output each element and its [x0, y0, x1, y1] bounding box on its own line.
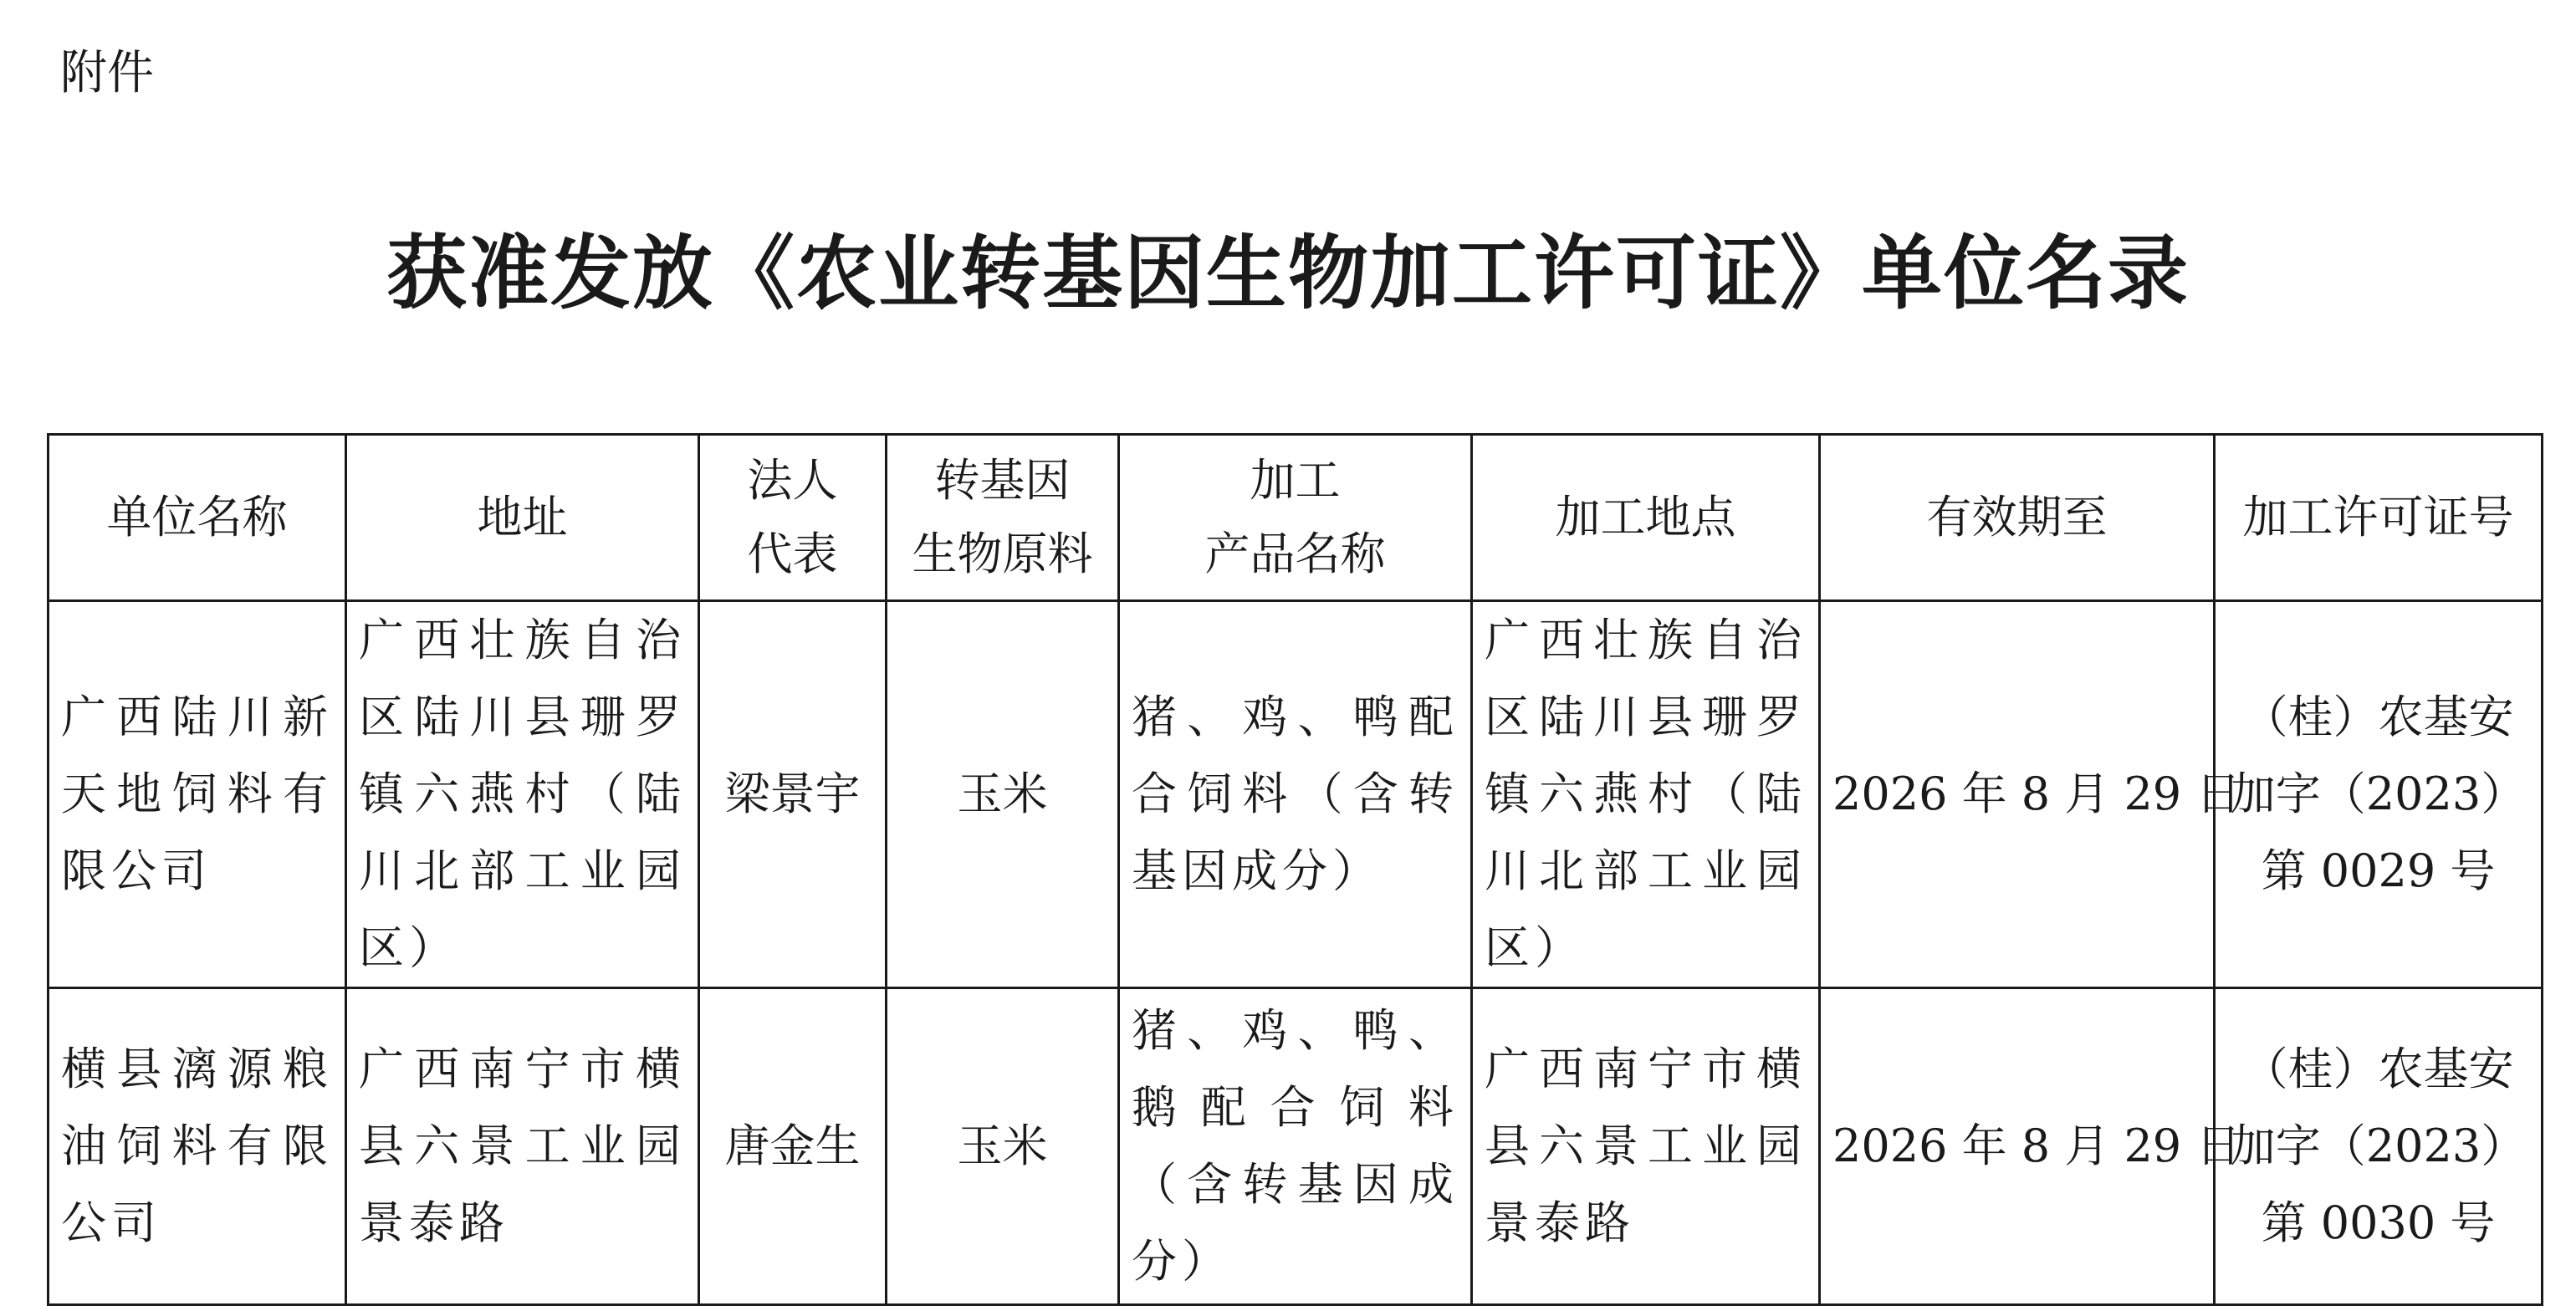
cell-product: 猪、鸡、鸭配合饲料（含转基因成分）: [1119, 601, 1472, 988]
header-raw-material: [887, 435, 1119, 601]
header-address-line1: 地址: [477, 491, 568, 543]
header-legal-representative-line2: 代表: [747, 528, 838, 580]
permit-number-line2: 加字（2023）: [2230, 1120, 2527, 1172]
permit-number-line2: 加字（2023）: [2230, 768, 2527, 820]
header-unit-name: [49, 435, 346, 601]
cell-address: 广西壮族自治区陆川县珊罗镇六燕村（陆川北部工业园区）: [346, 601, 699, 988]
cell-permit-number: [2215, 988, 2543, 1305]
cell-legal-representative: 唐金生: [699, 988, 887, 1305]
header-address: [346, 435, 699, 601]
cell-valid-until: 2026 年 8 月 29 日: [1820, 988, 2215, 1305]
header-legal-representative: [699, 435, 887, 601]
cell-raw-material: 玉米: [887, 988, 1119, 1305]
attachment-label: 附件: [60, 46, 154, 100]
permit-number-line3: 第 0029 号: [2261, 844, 2496, 897]
header-legal-representative-line1: 法人: [747, 454, 838, 507]
cell-address: 广西南宁市横县六景工业园景泰路: [346, 988, 699, 1305]
header-processing-site: [1472, 435, 1820, 601]
cell-valid-until: 2026 年 8 月 29 日: [1820, 601, 2215, 988]
table-header-row: [49, 435, 2543, 601]
header-product-line1: 加工: [1250, 454, 1341, 507]
cell-processing-site: 广西壮族自治区陆川县珊罗镇六燕村（陆川北部工业园区）: [1472, 601, 1820, 988]
cell-permit-number: [2215, 601, 2543, 988]
header-permit-number-line1: 加工许可证号: [2242, 491, 2514, 543]
cell-processing-site: 广西南宁市横县六景工业园景泰路: [1472, 988, 1820, 1305]
header-product-line2: 产品名称: [1204, 528, 1386, 580]
header-processing-site-line1: 加工地点: [1555, 491, 1736, 543]
header-product: [1119, 435, 1472, 601]
cell-legal-representative: 梁景宇: [699, 601, 887, 988]
licensee-table: [47, 433, 2543, 1306]
header-permit-number: [2215, 435, 2543, 601]
header-raw-material-line2: 生物原料: [912, 528, 1093, 580]
header-valid-until: [1820, 435, 2215, 601]
cell-product: 猪、鸡、鸭、鹅配合饲料（含转基因成分）: [1119, 988, 1472, 1305]
document-title: 获准发放《农业转基因生物加工许可证》单位名录: [386, 226, 2190, 320]
cell-unit-name: 横县漓源粮油饲料有限公司: [49, 988, 346, 1305]
header-valid-until-line1: 有效期至: [1926, 491, 2108, 543]
cell-raw-material: 玉米: [887, 601, 1119, 988]
table-row: [49, 601, 2543, 988]
cell-unit-name: 广西陆川新天地饲料有限公司: [49, 601, 346, 988]
permit-number-line1: （桂）农基安: [2242, 691, 2514, 743]
permit-number-line1: （桂）农基安: [2242, 1043, 2514, 1095]
header-unit-name-line1: 单位名称: [106, 491, 288, 543]
header-raw-material-line1: 转基因: [934, 454, 1071, 507]
permit-number-line3: 第 0030 号: [2261, 1196, 2496, 1249]
table-row: [49, 988, 2543, 1305]
